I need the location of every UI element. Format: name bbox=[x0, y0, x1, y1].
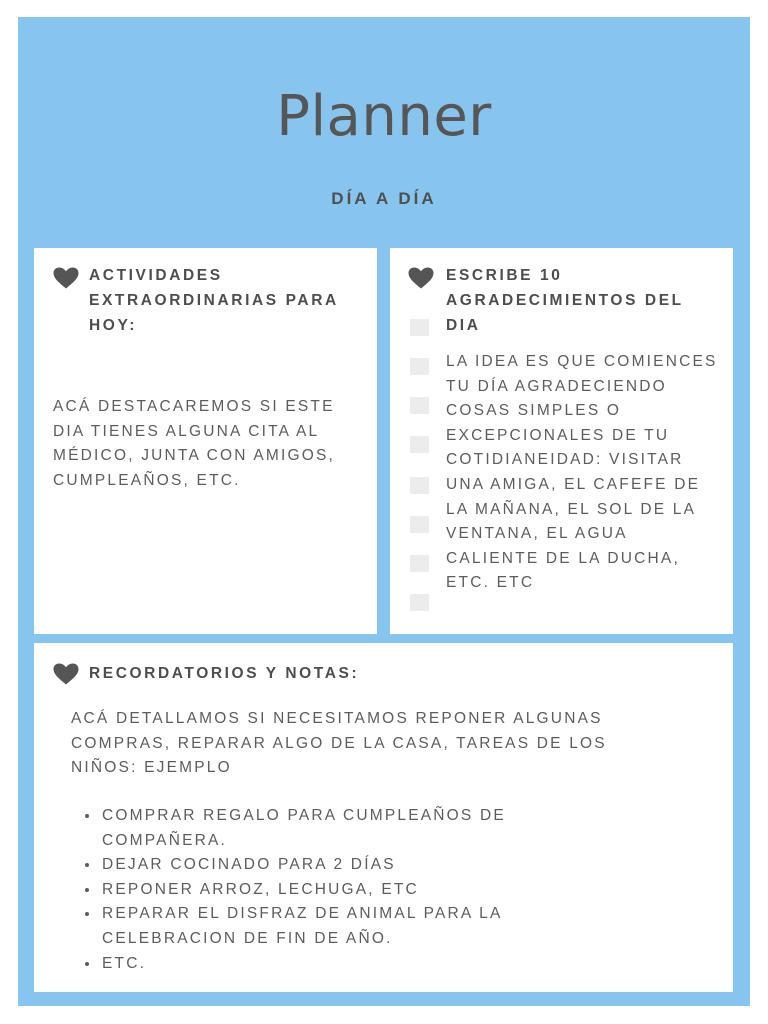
actividades-body: ACÁ DESTACAREMOS SI ESTE DIA TIENES ALGUNA CITA AL MÉDICO, JUNTA CON AMIGOS, CUMPLEAÑOS, ETC. bbox=[53, 398, 336, 489]
checkbox[interactable] bbox=[410, 436, 429, 453]
checkbox[interactable] bbox=[410, 516, 429, 533]
checkbox[interactable] bbox=[410, 397, 429, 414]
list-item: • DEJAR COCINADO PARA 2 DÍAS bbox=[100, 853, 620, 878]
heart-icon bbox=[408, 267, 434, 289]
heart-icon bbox=[53, 663, 79, 685]
page-title: Planner bbox=[276, 84, 492, 149]
recordatorios-heading: RECORDATORIOS Y NOTAS: bbox=[89, 665, 360, 682]
checkbox[interactable] bbox=[410, 477, 429, 494]
recordatorios-body: ACÁ DETALLAMOS SI NECESITAMOS REPONER ALGUNAS COMPRAS, REPARAR ALGO DE LA CASA, TAREAS DE LOS NIÑOS: EJEMPLO bbox=[71, 710, 607, 777]
list-item: • REPARAR EL DISFRAZ DE ANIMAL PARA LA CELEBRACION DE FIN DE AÑO. bbox=[100, 902, 620, 951]
checkbox[interactable] bbox=[410, 555, 429, 572]
actividades-card bbox=[34, 248, 377, 634]
checkbox[interactable] bbox=[410, 594, 429, 611]
actividades-heading: ACTIVIDADES EXTRAORDINARIAS PARA HOY: bbox=[89, 267, 339, 334]
page-subtitle: DÍA A DÍA bbox=[331, 189, 437, 208]
list-item: • ETC. bbox=[100, 952, 620, 977]
agradecimientos-card bbox=[390, 248, 733, 634]
planner-page bbox=[18, 17, 750, 1006]
agradecimientos-heading: ESCRIBE 10 AGRADECIMIENTOS DEL DIA bbox=[446, 267, 684, 334]
agradecimientos-body: LA IDEA ES QUE COMIENCES TU DÍA AGRADECIENDO COSAS SIMPLES O EXCEPCIONALES DE TU COTIDIANEIDAD: VISITAR UNA AMIGA, EL CAFEFE DE LA MAÑANA, EL SOL DE LA VENTANA, EL AGUA CALIENTE DE LA DUCHA, ETC. ETC bbox=[446, 353, 718, 592]
heart-icon bbox=[53, 267, 79, 289]
list-item: • REPONER ARROZ, LECHUGA, ETC bbox=[100, 878, 620, 903]
checkbox[interactable] bbox=[410, 358, 429, 375]
notes-list bbox=[74, 804, 620, 976]
checkbox[interactable] bbox=[410, 319, 429, 336]
recordatorios-card bbox=[34, 643, 733, 992]
list-item: • COMPRAR REGALO PARA CUMPLEAÑOS DE COMPAÑERA. bbox=[100, 804, 620, 853]
